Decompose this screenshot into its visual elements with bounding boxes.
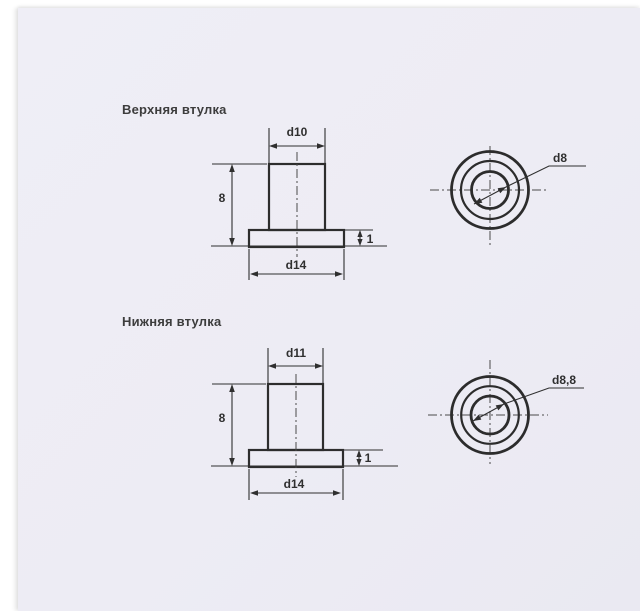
upper-flange-thickness-label: 1 (366, 232, 374, 246)
lower-hole-diameter-label: d8,8 (552, 373, 577, 387)
upper-d10-label: d10 (286, 125, 308, 139)
upper-d14-label: d14 (285, 258, 307, 272)
lower-d11-label: d11 (285, 346, 307, 360)
lower-d14-dimension (249, 469, 343, 500)
upper-d14-dimension (249, 249, 344, 280)
upper-flange-thickness-dimension (344, 230, 374, 246)
upper-bushing-title: Верхняя втулка (122, 102, 227, 117)
lower-flange-thickness-dimension (343, 450, 383, 466)
upper-bushing-top-view (430, 146, 586, 247)
lower-bushing-title: Нижняя втулка (122, 314, 222, 329)
lower-flange-thickness-label: 1 (364, 451, 372, 465)
lower-d14-label: d14 (283, 477, 305, 491)
upper-hole-diameter-label: d8 (553, 151, 568, 165)
lower-height-label: 8 (218, 411, 226, 425)
upper-bushing-front-view (211, 125, 387, 280)
lower-bushing-top-view (428, 360, 584, 464)
lower-bushing-front-view (211, 346, 398, 500)
upper-height-label: 8 (218, 191, 226, 205)
